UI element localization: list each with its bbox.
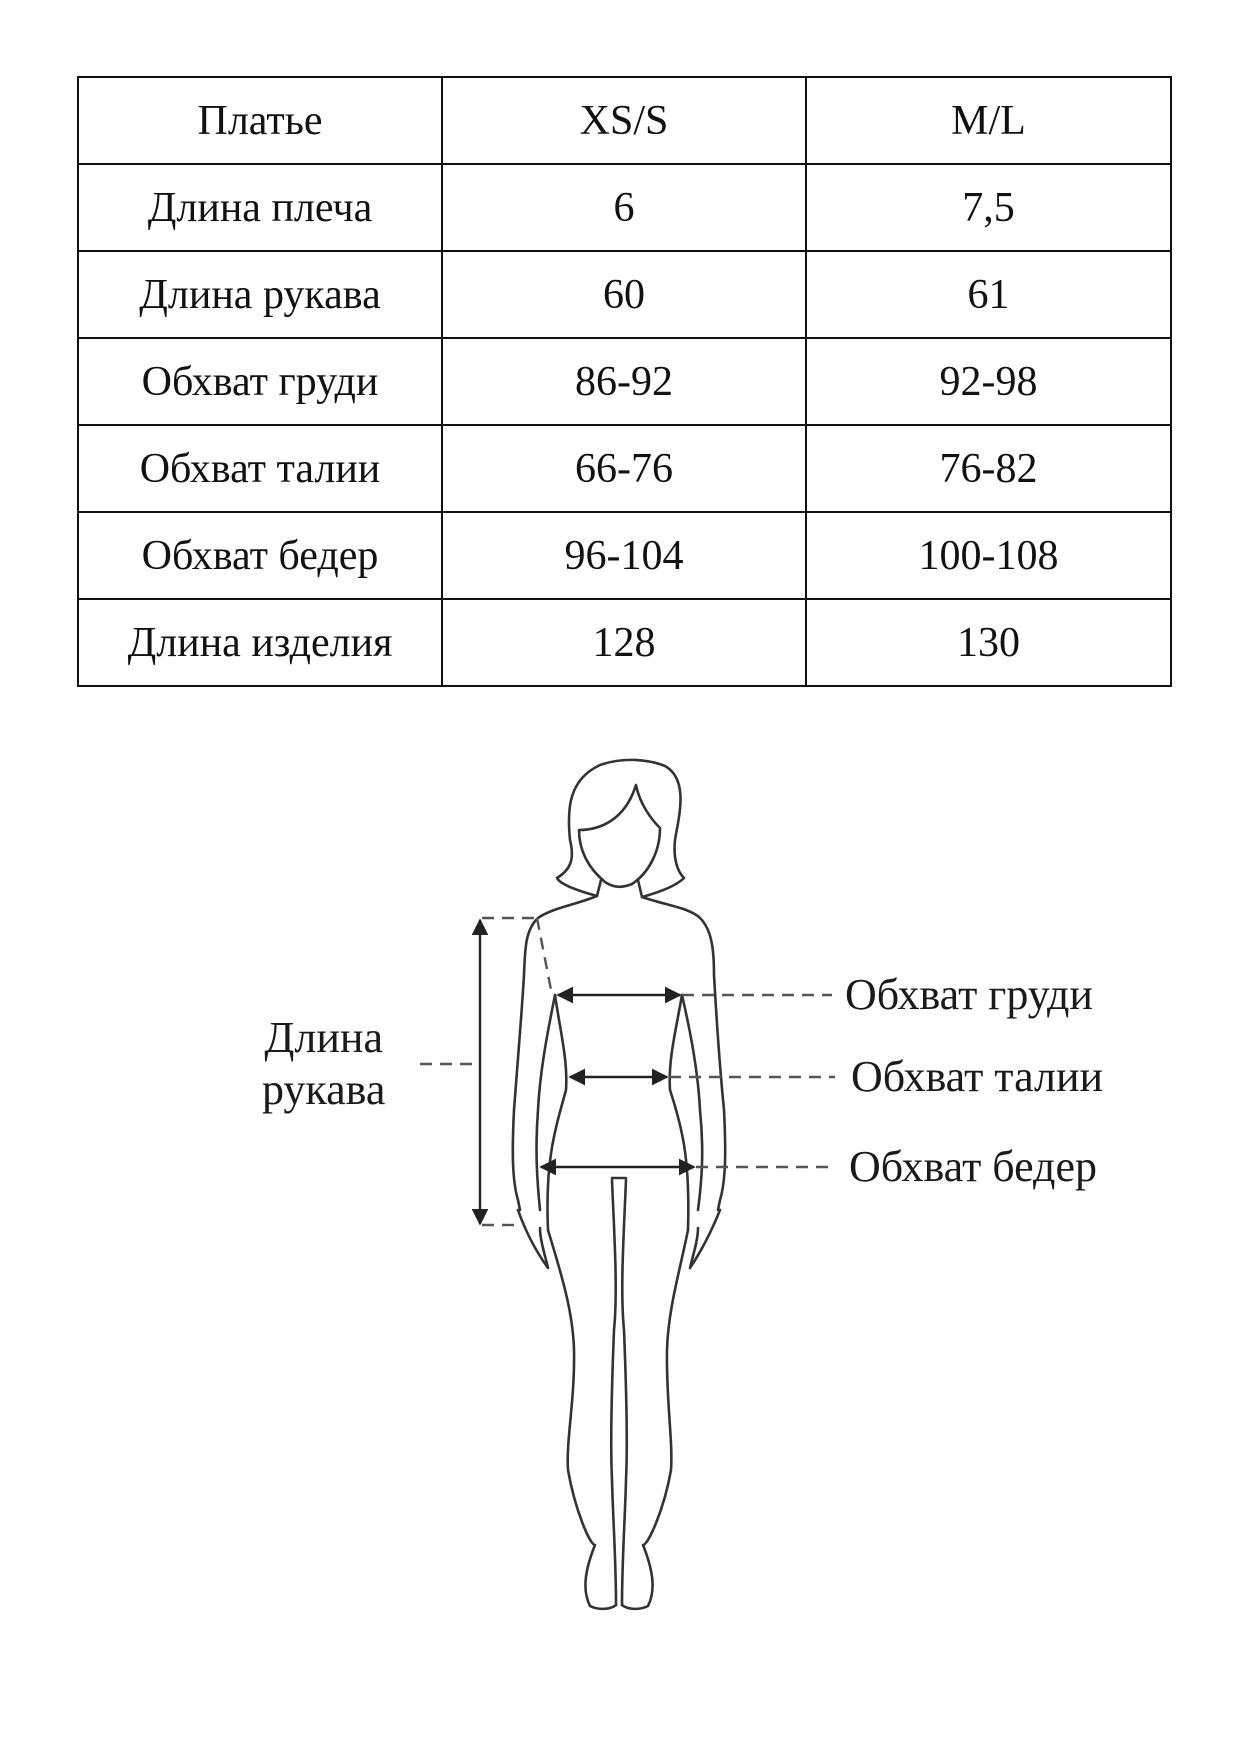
row-label: Обхват бедер	[78, 512, 442, 599]
cell-m-l: 130	[806, 599, 1171, 686]
row-label: Обхват груди	[78, 338, 442, 425]
sleeve-length-label	[262, 1012, 385, 1116]
header-cell-size-xs-s: XS/S	[442, 77, 806, 164]
cell-m-l: 100-108	[806, 512, 1171, 599]
row-label: Обхват талии	[78, 425, 442, 512]
chest-girth-label: Обхват груди	[845, 970, 1093, 1019]
table-row	[78, 251, 1171, 338]
cell-xs-s: 96-104	[442, 512, 806, 599]
cell-xs-s: 6	[442, 164, 806, 251]
table-row	[78, 512, 1171, 599]
sleeve-label-line-2: рукава	[262, 1065, 386, 1114]
table-row	[78, 599, 1171, 686]
row-label: Длина изделия	[78, 599, 442, 686]
table-row	[78, 425, 1171, 512]
table-row	[78, 164, 1171, 251]
cell-xs-s: 86-92	[442, 338, 806, 425]
header-cell-size-m-l: M/L	[806, 77, 1171, 164]
cell-xs-s: 128	[442, 599, 806, 686]
cell-xs-s: 60	[442, 251, 806, 338]
cell-m-l: 76-82	[806, 425, 1171, 512]
cell-m-l: 7,5	[806, 164, 1171, 251]
waist-girth-label: Обхват талии	[851, 1052, 1104, 1101]
table-row	[78, 338, 1171, 425]
cell-m-l: 61	[806, 251, 1171, 338]
hip-girth-label: Обхват бедер	[849, 1142, 1097, 1191]
table-header-row	[78, 77, 1171, 164]
cell-m-l: 92-98	[806, 338, 1171, 425]
body-measurement-diagram	[0, 740, 1240, 1640]
size-chart-table	[77, 76, 1172, 687]
cell-xs-s: 66-76	[442, 425, 806, 512]
sleeve-label-line-1: Длина	[264, 1013, 383, 1062]
row-label: Длина плеча	[78, 164, 442, 251]
header-cell-garment: Платье	[78, 77, 442, 164]
row-label: Длина рукава	[78, 251, 442, 338]
